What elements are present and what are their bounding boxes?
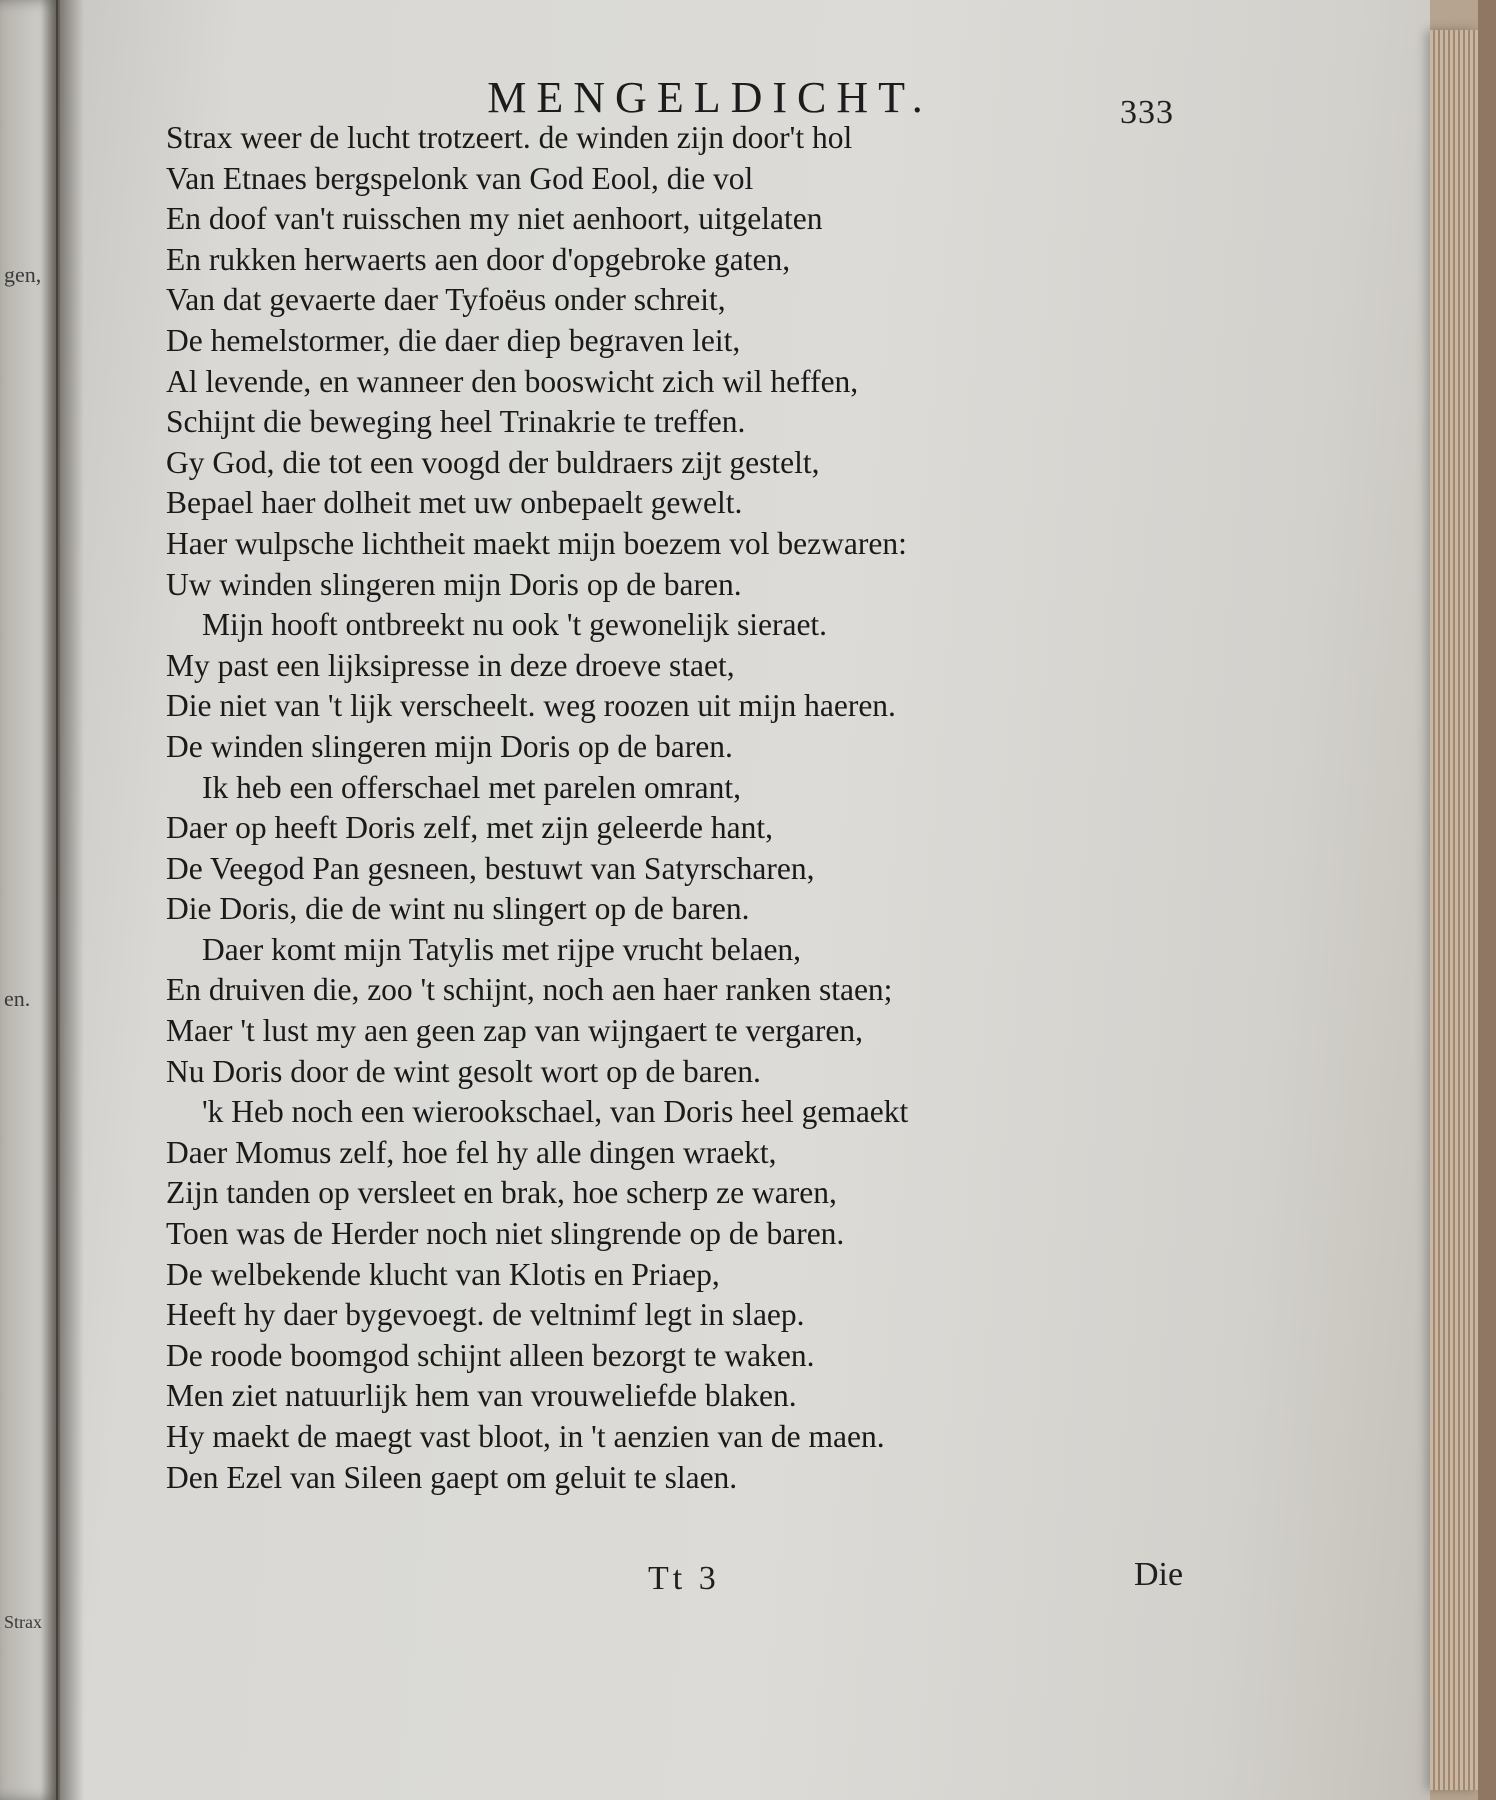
running-title: MENGELDICHT. [487, 73, 933, 122]
show-through-texture [1210, 240, 1460, 1140]
poem-line: Ik heb een offerschael met parelen omrant, [202, 769, 742, 805]
poem-line: Van dat gevaerte daer Tyfoëus onder schreit, [166, 282, 726, 318]
poem-line: Mijn hooft ontbreekt nu ook 't gewonelijk sieraet. [202, 607, 828, 643]
poem-line: Zijn tanden op versleet en brak, hoe scherp ze waren, [166, 1175, 837, 1211]
book-cover [1478, 0, 1496, 1800]
poem-line: Bepael haer dolheit met uw onbepaelt gewelt. [166, 485, 743, 521]
poem-line: De winden slingeren mijn Doris op de baren. [166, 728, 733, 764]
poem-line: Uw winden slingeren mijn Doris op de baren. [166, 566, 742, 602]
poem-line: Den Ezel van Sileen gaept om geluit te slaen. [166, 1459, 738, 1495]
poem-line: Strax weer de lucht trotzeert. de winden zijn door't hol [166, 120, 853, 155]
poem-line: Men ziet natuurlijk hem van vrouweliefde blaken. [166, 1378, 797, 1414]
poem-line: Daer komt mijn Tatylis met rijpe vrucht belaen, [202, 931, 802, 967]
poem-line: De Veegod Pan gesneen, bestuwt van Satyrscharen, [166, 850, 815, 886]
poem-line: Die Doris, die de wint nu slingert op de baren. [166, 891, 750, 927]
poem-line: Haer wulpsche lichtheit maekt mijn boezem vol bezwaren: [166, 525, 907, 561]
poem-line: Daer Momus zelf, hoe fel hy alle dingen wraekt, [166, 1134, 777, 1170]
poem-line: De welbekende klucht van Klotis en Priaep, [166, 1256, 720, 1292]
poem-line: De hemelstormer, die daer diep begraven leit, [166, 322, 741, 358]
poem-line: Die niet van 't lijk verscheelt. weg roozen uit mijn haeren. [166, 688, 896, 724]
poem-line: Hy maekt de maegt vast bloot, in 't aenzien van de maen. [166, 1419, 885, 1454]
poem-line: De roode boomgod schijnt alleen bezorgt te waken. [166, 1337, 815, 1373]
poem-line: Gy God, die tot een voogd der buldraers zijt gestelt, [166, 444, 820, 480]
poem-line: 'k Heb noch een wierookschael, van Doris heel gemaekt [202, 1094, 909, 1130]
poem-line: En druiven die, zoo 't schijnt, noch aen haer ranken staen; [166, 972, 893, 1008]
page-header [60, 72, 1430, 131]
margin-fragment: en. [4, 986, 31, 1011]
poem-line: En rukken herwaerts aen door d'opgebroke gaten, [166, 241, 791, 277]
poem-line: My past een lijksipresse in deze droeve staet, [166, 647, 735, 683]
poem-line: Toen was de Herder noch niet slingrende op de baren. [166, 1216, 845, 1252]
poem-line: Maer 't lust my aen geen zap van wijngaert te vergaren, [166, 1013, 863, 1049]
margin-fragment: Strax [4, 1612, 42, 1632]
catchword: Die [1134, 1556, 1184, 1593]
poem-line: Al levende, en wanneer den booswicht zich wil heffen, [166, 363, 859, 399]
left-page-edge [0, 0, 58, 1800]
page-number: 333 [1120, 94, 1174, 131]
poem-line: Van Etnaes bergspelonk van God Eool, die vol [166, 160, 754, 196]
signature-mark: Tt 3 [648, 1560, 720, 1597]
gutter-shadow [56, 0, 84, 1800]
poem-line: En doof van't ruisschen my niet aenhoort, uitgelaten [166, 201, 823, 237]
poem-text [166, 118, 1246, 1498]
poem-line: Nu Doris door de wint gesolt wort op de baren. [166, 1053, 761, 1089]
page-edges [1430, 30, 1480, 1790]
poem-line: Heeft hy daer bygevoegt. de veltnimf legt in slaep. [166, 1297, 805, 1333]
poem-line: Schijnt die beweging heel Trinakrie te treffen. [166, 404, 746, 440]
margin-fragment: gen, [4, 262, 42, 287]
poem-line: Daer op heeft Doris zelf, met zijn geleerde hant, [166, 810, 773, 846]
